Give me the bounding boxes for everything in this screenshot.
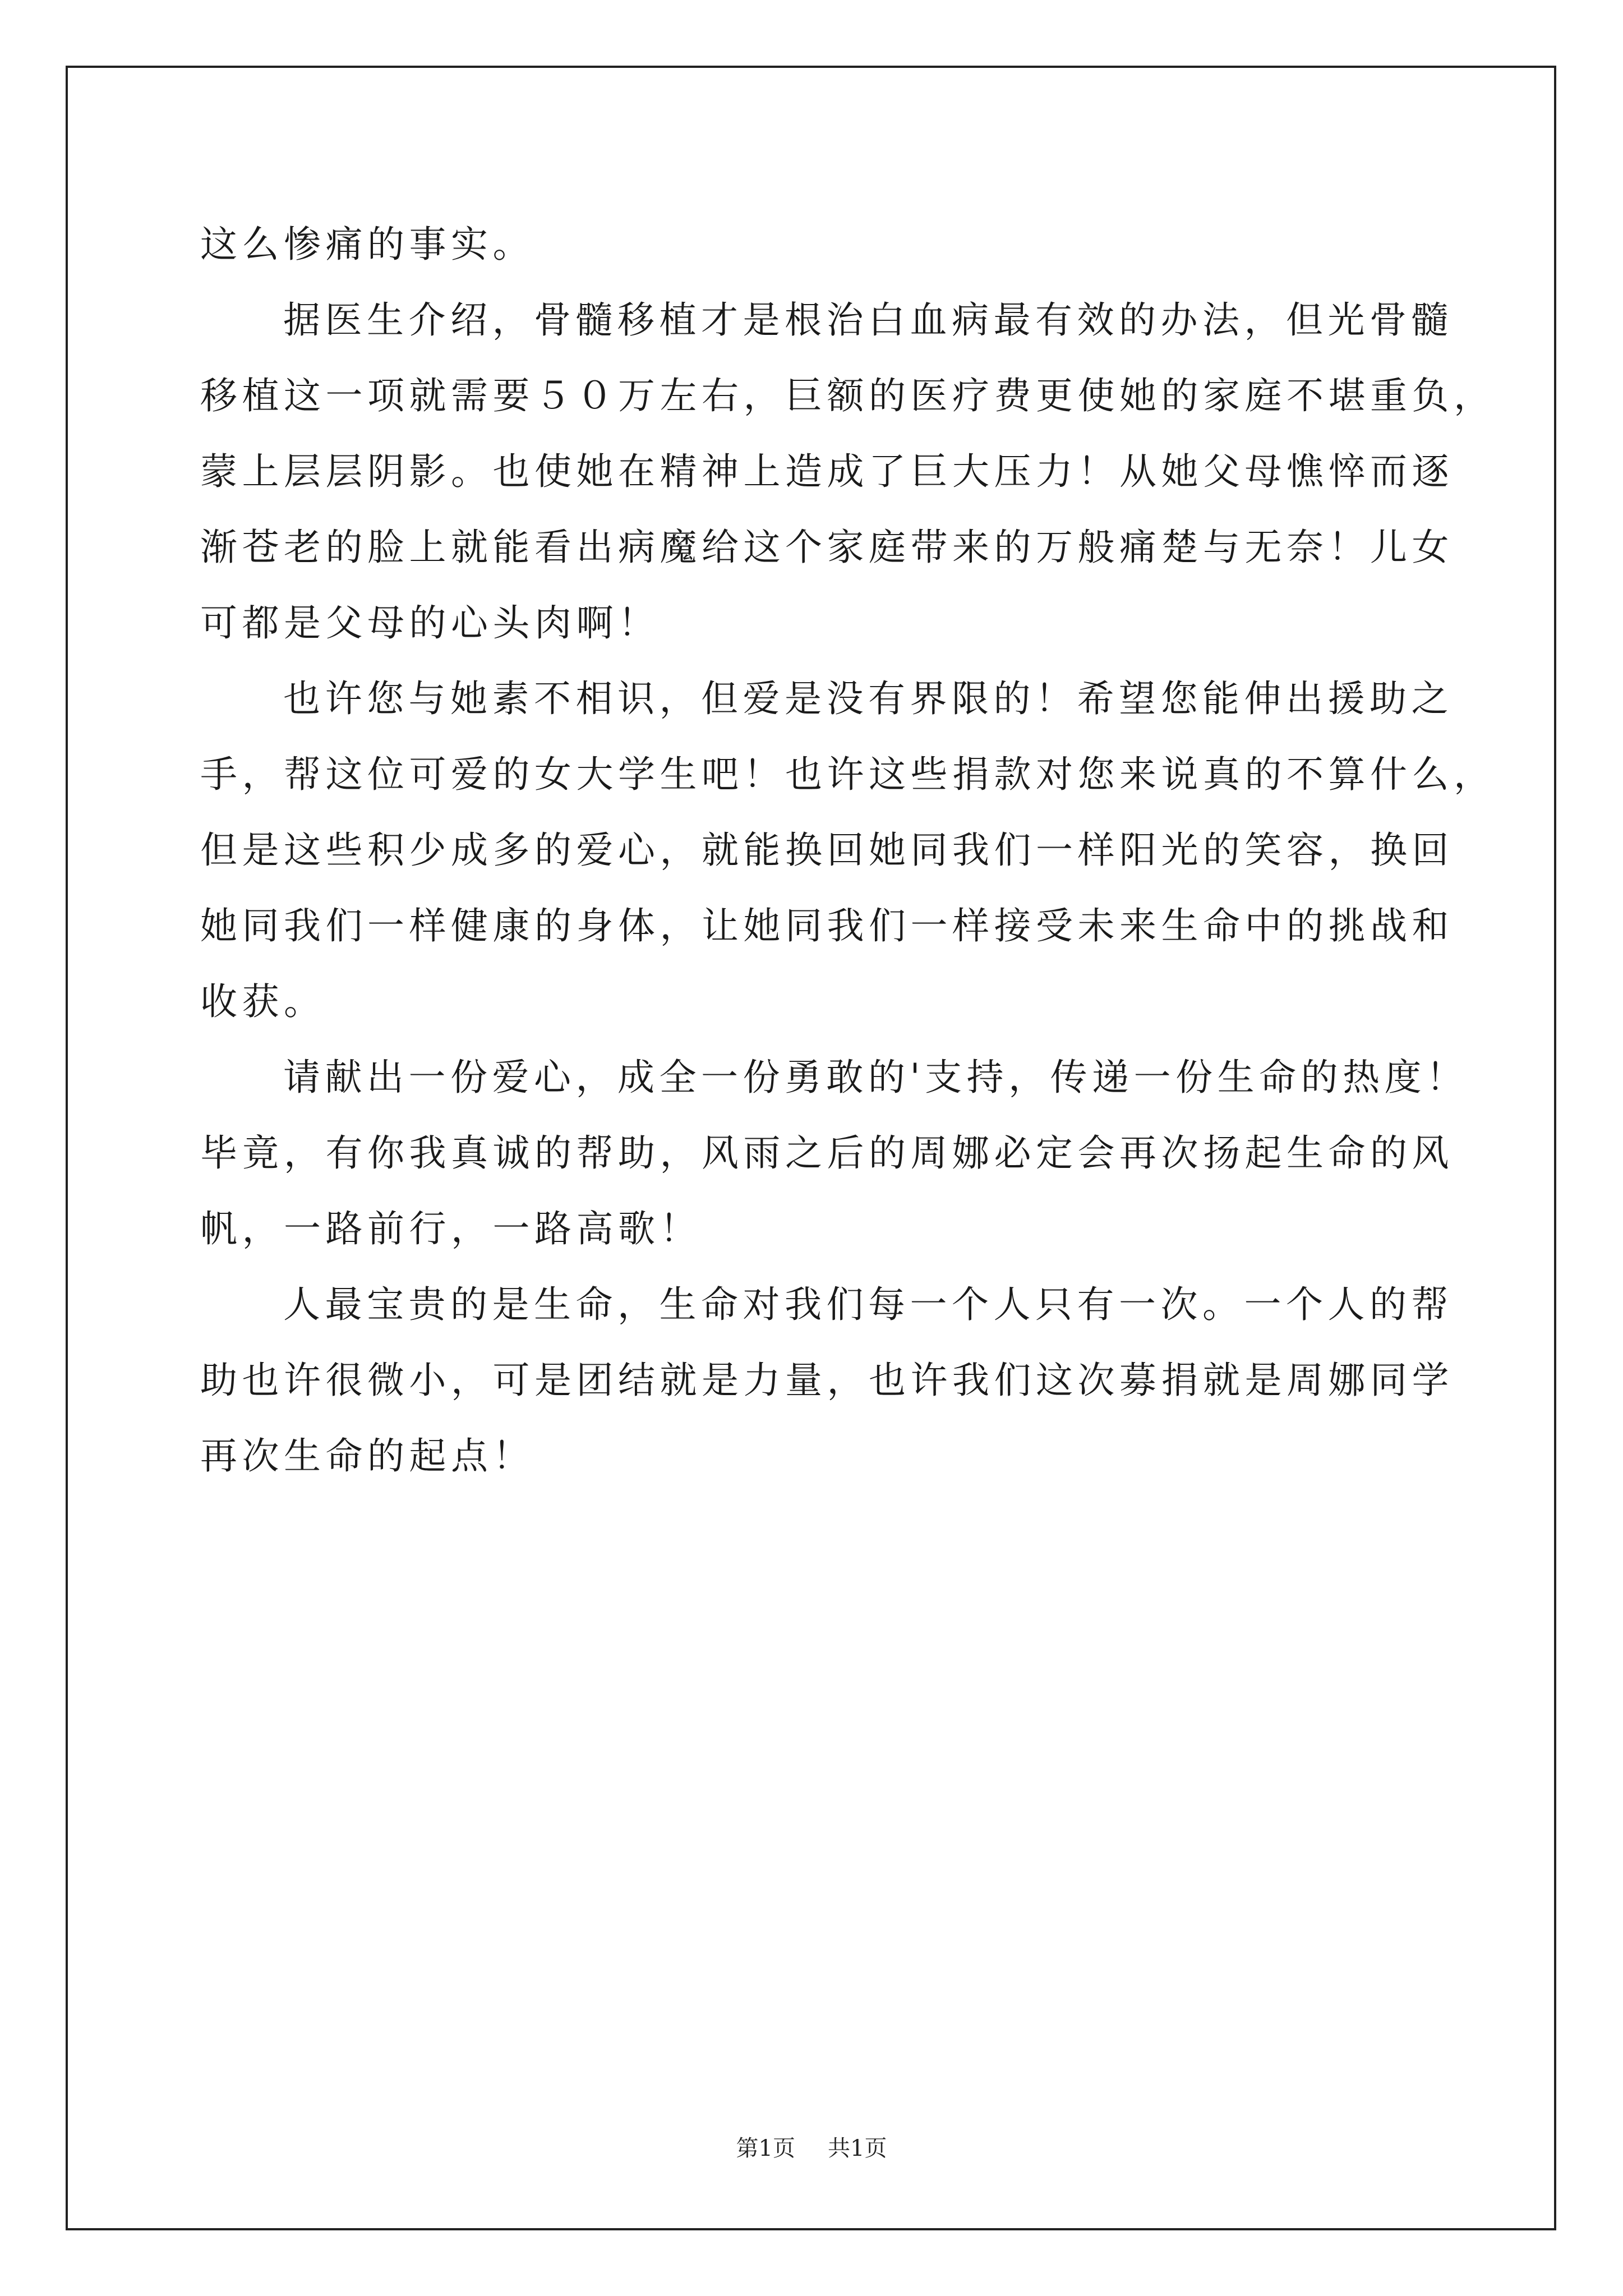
page-number: 第1页 <box>736 2136 795 2161</box>
text-line: 帆，一路前行，一路高歌！ <box>200 1207 702 1250</box>
text-line: 但是这些积少成多的爱心，就能换回她同我们一样阳光的笑容，换回 <box>200 829 1454 872</box>
text-line: 移植这一项就需要５０万左右，巨额的医疗费更使她的家庭不堪重负， <box>200 374 1496 417</box>
paragraph-start-line: 请献出一份爱心，成全一份勇敢的'支持，传递一份生命的热度！ <box>283 1056 1468 1099</box>
text-line: 蒙上层层阴影。也使她在精神上造成了巨大压力！从她父母憔悴而逐 <box>200 450 1454 493</box>
page-footer <box>0 2137 1623 2160</box>
paragraph-start-line: 人最宝贵的是生命，生命对我们每一个人只有一次。一个人的帮 <box>283 1283 1453 1326</box>
text-line: 收获。 <box>200 980 326 1023</box>
text-line: 她同我们一样健康的身体，让她同我们一样接受未来生命中的挑战和 <box>200 904 1454 947</box>
paragraph-start-line: 也许您与她素不相识，但爱是没有界限的！希望您能伸出援助之 <box>283 677 1453 720</box>
text-line: 毕竟，有你我真诚的帮助，风雨之后的周娜必定会再次扬起生命的风 <box>200 1131 1454 1175</box>
text-line: 这么惨痛的事实。 <box>200 223 534 266</box>
text-line: 渐苍老的脸上就能看出病魔给这个家庭带来的万般痛楚与无奈！儿女 <box>200 526 1454 569</box>
text-line: 再次生命的起点！ <box>200 1434 534 1478</box>
page-total: 共1页 <box>828 2136 887 2161</box>
text-line: 助也许很微小，可是团结就是力量，也许我们这次募捐就是周娜同学 <box>200 1359 1454 1402</box>
text-line: 可都是父母的心头肉啊！ <box>200 601 660 645</box>
text-line: 手，帮这位可爱的女大学生吧！也许这些捐款对您来说真的不算什么， <box>200 753 1496 796</box>
paragraph-start-line: 据医生介绍，骨髓移植才是根治白血病最有效的办法，但光骨髓 <box>283 298 1453 342</box>
